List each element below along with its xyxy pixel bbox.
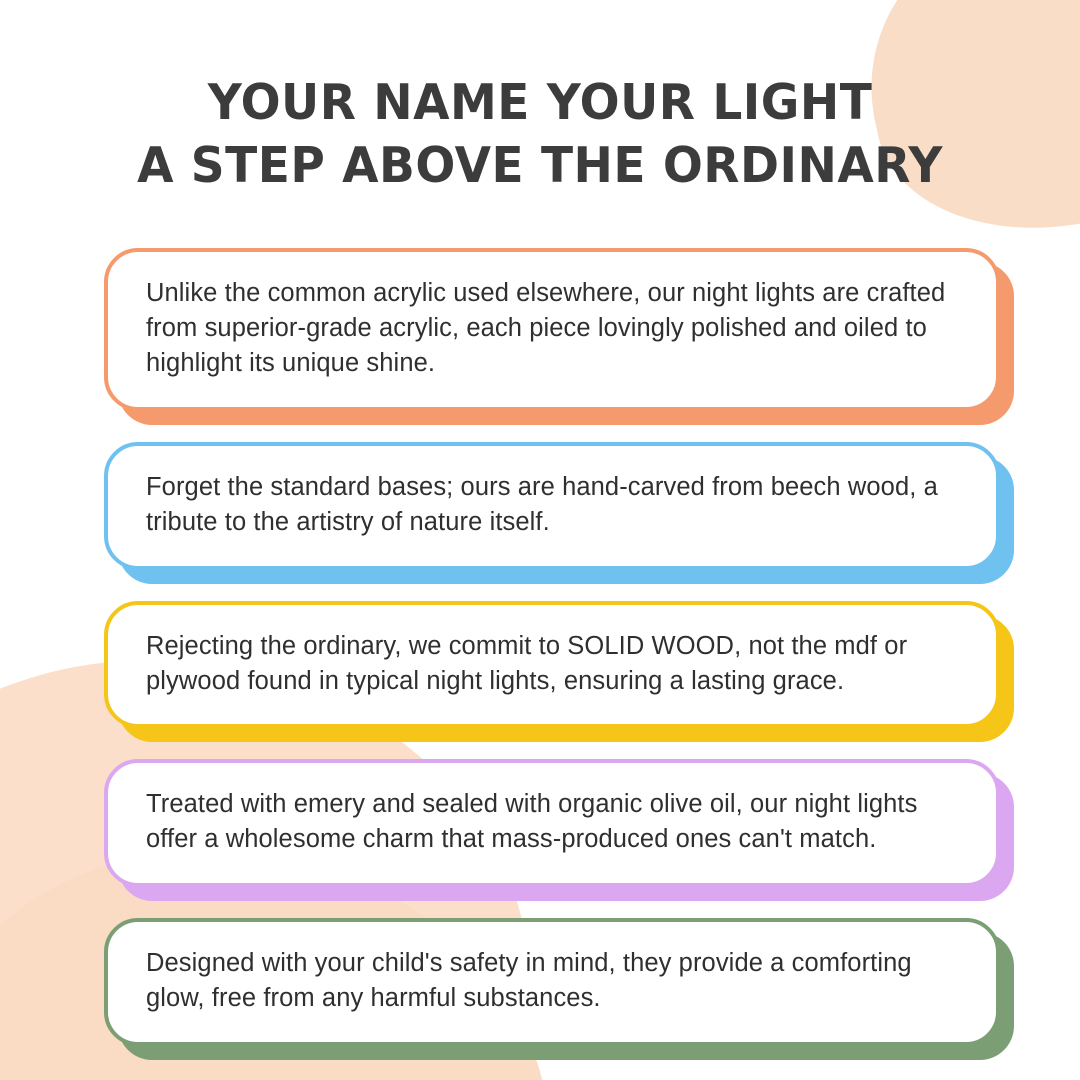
feature-card-list [104, 248, 1000, 1077]
list-item [104, 601, 1000, 729]
feature-card-3-text: Rejecting the ordinary, we commit to SOLID WOOD, not the mdf or plywood found in typical night lights, ensuring a lasting grace. [146, 631, 908, 695]
feature-card-2 [104, 442, 1000, 570]
page-title-line-1: YOUR NAME YOUR LIGHT [207, 74, 873, 131]
page-title-line-2: A STEP ABOVE THE ORDINARY [137, 136, 943, 194]
feature-card-1-text: Unlike the common acrylic used elsewhere, our night lights are crafted from superior-grade acrylic, each piece lovingly polished and oiled to highlight its unique shine. [146, 279, 946, 377]
feature-card-1 [104, 248, 1000, 411]
feature-card-5-text: Designed with your child's safety in mind, they provide a comforting glow, free from any harmful substances. [146, 949, 912, 1013]
feature-card-4-text: Treated with emery and sealed with organic olive oil, our night lights offer a wholesome charm that mass-produced ones can't match. [146, 790, 918, 854]
page-title [0, 72, 1080, 197]
feature-card-2-text: Forget the standard bases; ours are hand-carved from beech wood, a tribute to the artistry of nature itself. [146, 472, 938, 536]
feature-card-3 [104, 601, 1000, 729]
list-item [104, 918, 1000, 1046]
list-item [104, 759, 1000, 887]
feature-card-5 [104, 918, 1000, 1046]
list-item [104, 442, 1000, 570]
feature-card-4 [104, 759, 1000, 887]
list-item [104, 248, 1000, 411]
